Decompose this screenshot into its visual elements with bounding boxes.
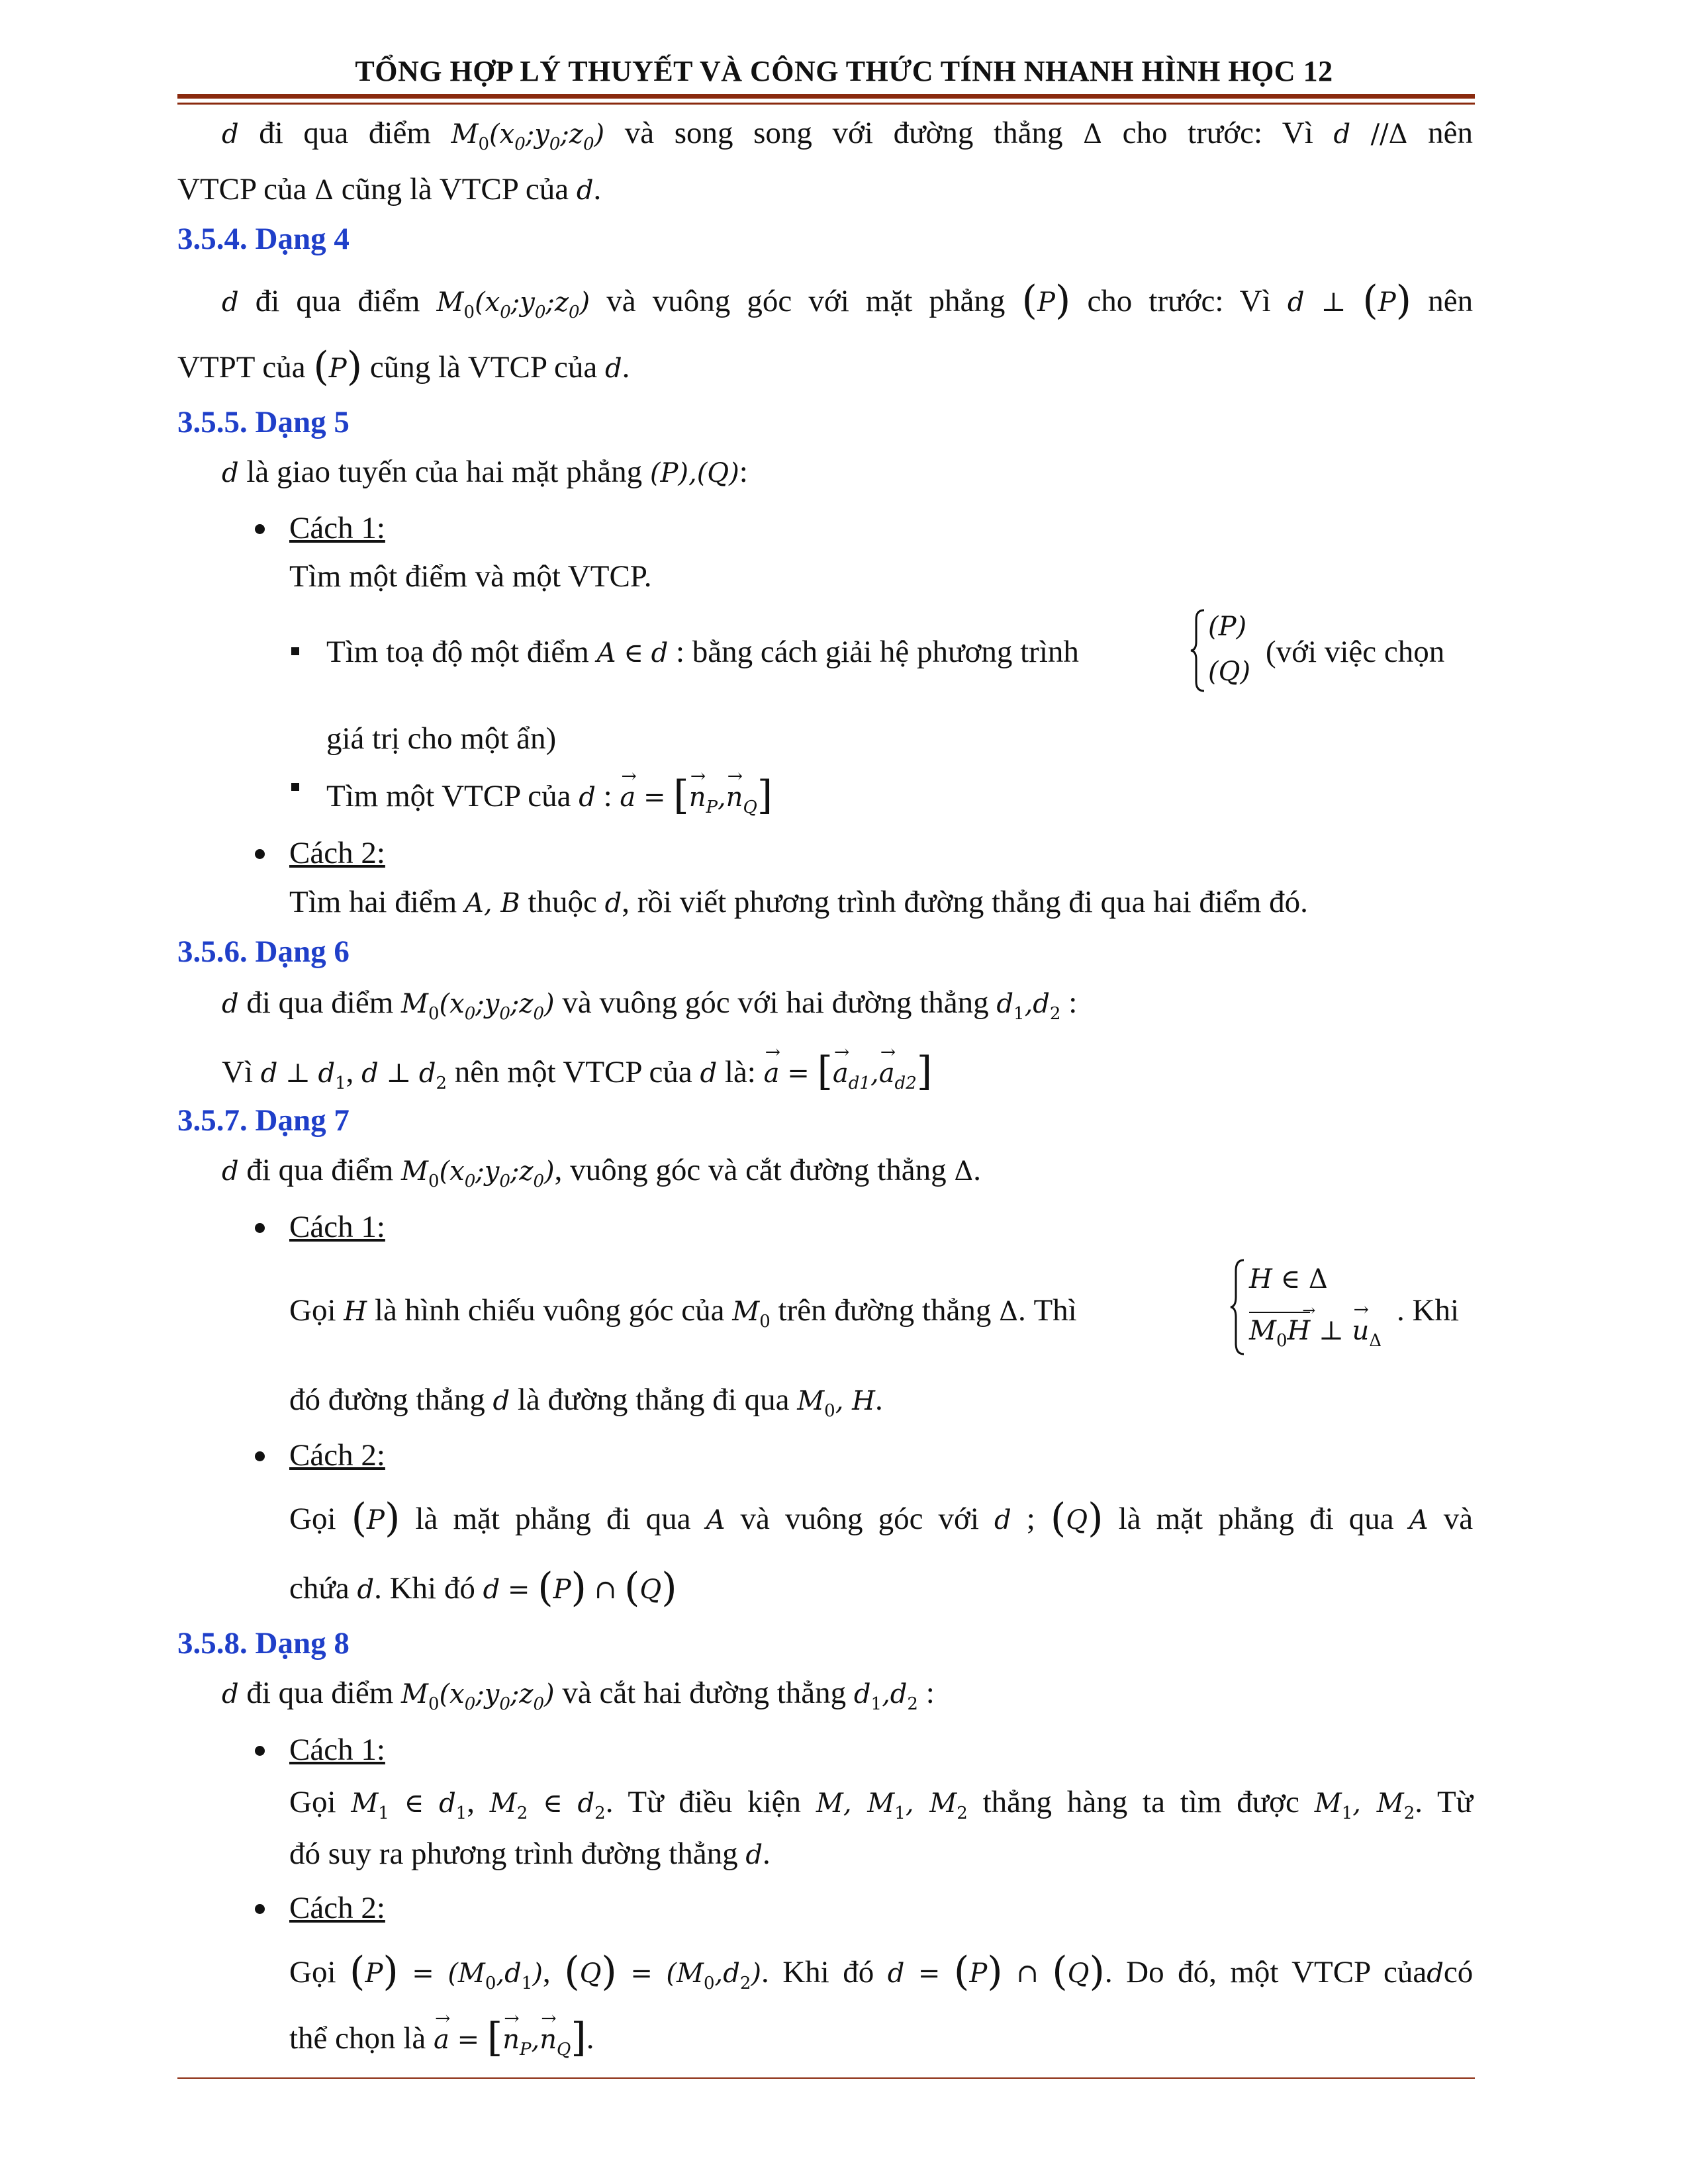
dang-7-cach-2-line-2: chứa d. Khi đó d = (P) ∩ (Q) (289, 1565, 677, 1611)
dang-4-line-1: d đi qua điểm $M_0(x_0;y_0;z_0)$ và vuông góc với mặt phẳng (P) cho trước: Vì d ⊥ (P) nên (222, 277, 1474, 324)
dang-7-cach-1-khi: . Khi (1397, 1293, 1459, 1328)
dang-8-cach-2-line-2: thể chọn là → a = [→ $n_P,\to n_Q$]. (289, 2015, 594, 2058)
section-heading-dang-5: 3.5.5. Dạng 5 (177, 405, 350, 439)
bullet-square (291, 783, 299, 791)
section-heading-dang-4: 3.5.4. Dạng 4 (177, 222, 350, 256)
bullet-dot (255, 1223, 265, 1233)
dang-5-bullet-2: Tìm một VTCP của d : → a = [→ $n_P,\to n_Q$] (326, 773, 773, 816)
dang-8-cach-2-line-1: Gọi $(P) = (M_0,d_1)$, $(Q) = (M_0,d_2)$. Khi đó d = (P) ∩ (Q). Do đó, một VTCP củadcó (289, 1948, 1474, 1995)
page-header-title: TỔNG HỢP LÝ THUYẾT VÀ CÔNG THỨC TÍNH NHANH HÌNH HỌC 12 (355, 55, 1333, 87)
dang-7-cach-1-label: Cách 1: (289, 1210, 385, 1244)
brace-icon (1228, 1257, 1248, 1357)
dang-8-cach-1-line-2: đó suy ra phương trình đường thẳng d. (289, 1837, 771, 1871)
intro-line-1: d đi qua điểm $M_0(x_0;y_0;z_0)$ và song song với đường thẳng Δ cho trước: Vì d //Δ nên (222, 116, 1474, 154)
bullet-square (291, 647, 299, 655)
dang-7-line-1: d đi qua điểm $M_0(x_0;y_0;z_0)$, vuông góc và cắt đường thẳng Δ. (222, 1153, 981, 1191)
dang-5-cach-1-label: Cách 1: (289, 511, 385, 545)
header-rule-thin (177, 103, 1475, 105)
dang-5-bullet-1-tail: (với việc chọn (1266, 635, 1445, 669)
section-heading-dang-7: 3.5.7. Dạng 7 (177, 1103, 350, 1138)
dang-7-cach-1-line-1: Gọi H là hình chiếu vuông góc của $M_0$ trên đường thẳng Δ. Thì (289, 1293, 1077, 1332)
dang-7-cach-1-line-2: đó đường thẳng d là đường thẳng đi qua $M_0$, H. (289, 1383, 883, 1421)
dang-5-bullet-1: Tìm toạ độ một điểm A ∈ d : bằng cách giải hệ phương trình (326, 635, 1079, 669)
dang-5-cach-1-text: Tìm một điểm và một VTCP. (289, 559, 652, 594)
section-heading-dang-8: 3.5.8. Dạng 8 (177, 1626, 350, 1661)
dang-6-line-2: Vì d ⊥ $d_1$, d ⊥ $d_2$ nên một VTCP của d là: → a = [→ $a_{d1},\to a_{d2}$] (222, 1049, 932, 1092)
system-of-equations: (P) (Q) (1188, 608, 1261, 694)
bullet-dot (255, 849, 265, 859)
dang-8-line-1: d đi qua điểm $M_0(x_0;y_0;z_0)$ và cắt hai đường thẳng $d_1,d_2$ : (222, 1676, 935, 1714)
dang-5-bullet-1-cont: giá trị cho một ẩn) (326, 721, 557, 756)
dang-6-line-1: d đi qua điểm $M_0(x_0;y_0;z_0)$ và vuông góc với hai đường thẳng $d_1,d_2$ : (222, 985, 1078, 1024)
brace-icon (1188, 608, 1208, 694)
system-of-conditions: H ∈ Δ $M_0H$ → ⊥ → $u_\Delta$ (1228, 1257, 1400, 1357)
bullet-dot (255, 1451, 265, 1461)
bullet-dot (255, 524, 265, 534)
dang-8-cach-1-line-1: Gọi $M_1$ ∈ $d_1$, $M_2$ ∈ $d_2$. Từ điều kiện M, $M_1$, $M_2$ thẳng hàng ta tìm được $M_1$, $M_2$. Từ (289, 1785, 1474, 1823)
dang-7-cach-2-label: Cách 2: (289, 1438, 385, 1473)
bullet-dot (255, 1746, 265, 1756)
dang-8-cach-2-label: Cách 2: (289, 1891, 385, 1925)
dang-5-cach-2-text: Tìm hai điểm A, B thuộc d, rồi viết phương trình đường thẳng đi qua hai điểm đó. (289, 885, 1308, 919)
dang-5-line-1: d là giao tuyến của hai mặt phẳng (P),(Q): (222, 455, 748, 489)
section-heading-dang-6: 3.5.6. Dạng 6 (177, 934, 350, 969)
bullet-dot (255, 1904, 265, 1914)
intro-line-2: VTCP của Δ cũng là VTCP của d. (177, 172, 602, 206)
header-rule (177, 94, 1475, 99)
footer-rule (177, 2077, 1475, 2079)
dang-5-cach-2-label: Cách 2: (289, 836, 385, 870)
dang-8-cach-1-label: Cách 1: (289, 1733, 385, 1767)
dang-7-cach-2-line-1: Gọi (P) là mặt phẳng đi qua A và vuông góc với d ; (Q) là mặt phẳng đi qua A và (289, 1495, 1474, 1541)
dang-4-line-2: VTPT của (P) cũng là VTCP của d. (177, 343, 630, 390)
